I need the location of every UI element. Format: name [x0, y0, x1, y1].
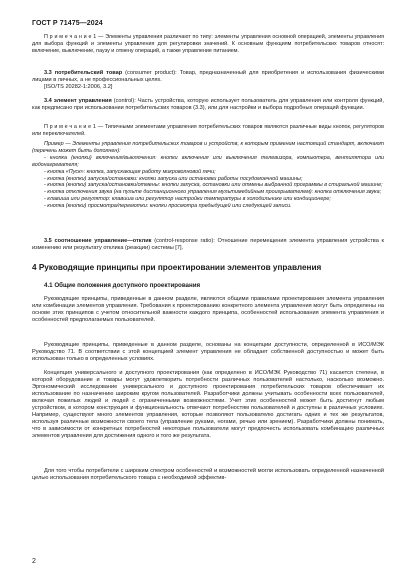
example-intro-text: — Элементы управления потребительских товаров и устройств, к которым применим настоящий стандарт, включают (перечень может быть дополнен):: [32, 141, 384, 154]
example-intro: [32, 141, 384, 155]
example-item: - кнопка (кнопки) запуска/остановки: кнопки запуска или остановки работы посудомоечной машины;: [44, 175, 303, 182]
note-1b-label: П р и м е ч а н и е 1: [44, 124, 96, 130]
example-item: - кнопка (кнопки) включения/выключения: кнопки включения или выключения телевизора, компьютера, вентилятора или водонагревателя;: [32, 154, 384, 168]
definition-3-4: [32, 98, 384, 112]
definition-3-3-term: 3.3 потребительский товар: [44, 70, 123, 76]
example-item: - клавиша или регулятор: клавиша или регулятор настройки температуры в холодильнике или кондиционере;: [44, 196, 331, 203]
definition-3-5-en: (control-response ratio):: [154, 238, 215, 244]
body-paragraph: Для того чтобы потребители с широким спектром особенностей и возможностей могли использовать определенной назначенной целью использования потребительского товара с необходимой эффектив-: [32, 468, 384, 481]
definition-3-5: [32, 238, 384, 252]
section-4-heading: 4 Руководящие принципы при проектировании элементов управления: [32, 263, 322, 272]
definition-3-4-en: (control):: [113, 98, 136, 104]
example-item: - кнопка (кнопки) запуска/остановки/отмены: кнопки запуска, остановки или отмены выбранной программы в стиральной машине;: [44, 182, 383, 189]
note-1-label: П р и м е ч а н и е 1: [44, 34, 97, 40]
definition-3-3: [32, 70, 384, 84]
definition-3-4-term: 3.4 элемент управления: [44, 98, 112, 104]
definition-3-5-term: 3.5 соотношение управление—отклик: [44, 238, 152, 244]
document-header: ГОСТ Р 71475—2024: [32, 20, 103, 27]
definition-3-4-text: Часть устройства, которую использует пользователь для управления или контроля функций, как предписано при использовании потребительских товаров (3.3), или для настройки и выбора подробных операций функции.: [32, 98, 384, 111]
section-4-1-heading: 4.1 Общие положения доступного проектирования: [44, 282, 201, 289]
definition-3-5-text: Отношение перемещения элемента управления устройства к изменению или результату отклика (реакции) системы [7].: [32, 238, 384, 251]
body-paragraph: Руководящие принципы, приведенные в данном разделе, являются общими правилами проектирования элемента управления или комбинации элементов управления. Требования к проектированию конкретного элемента управления могут быть определены на основе этих принципов с учетом относительной важности каждого принципа, особенностей использования элемента управления и особенностей предполагаемых пользователей.: [32, 296, 384, 323]
example-item: - кнопка «Пуск»: кнопка, запускающая работу микроволновой печи;: [44, 168, 216, 175]
definition-3-3-text: Товар, предназначенный для приобретения и использования физическими лицами в личных, а не профессиональных целях.: [32, 70, 384, 83]
example-item: - кнопка (кнопки) просмотра/перемотки: кнопки просмотра предыдущей или следующей записи.: [44, 203, 292, 210]
example-item: - кнопка отключения звука (на пульте дистанционного управления мультимедийным проигрывателем): кнопка отключения звука;: [44, 189, 382, 196]
body-paragraph: Руководящие принципы, приведенные в данном разделе, основаны на концепции доступности, определенной в ИСО/МЭК Руководство 71. В соответствии с этой концепцией элемент управления не обладает собственной доступностью и может быть использован только в определенных условиях.: [32, 342, 384, 362]
definition-3-3-ref: [ISO/TS 20282-1:2006, 3.2]: [44, 84, 113, 90]
note-1b-text: — Типичными элементами управления потребительских товаров являются различные виды кнопок, регуляторов или переключателей.: [32, 124, 385, 137]
example-lead: Пример: [44, 141, 64, 147]
note-1b-paragraph: [32, 124, 384, 138]
note-1-paragraph: [32, 34, 384, 55]
note-1-text: — Элементы управления различают по типу: элементы управления основной операцией, элементы управления для выбора функций и элементы управления для регулировки значений. К основным функциям потребительских товаров относят: включение, выключение, паузу и отмену операций, а также управление питанием.: [32, 34, 385, 54]
definition-3-3-en: (consumer product):: [125, 70, 177, 76]
example-block: [32, 141, 384, 210]
page-number: 2: [32, 558, 36, 565]
body-paragraph: Концепция универсального и доступного проектирования (как определено в ИСО/МЭК Руководство 71) касается степени, в которой оборудование и товары могут удовлетворить потребности различных пользователей настолько, насколько возможно. Эргономический исследование универсального и доступного проектирования потребительских товаров обеспечивает их использование по назначению широким кругом пользователей. Разработчики должны учитывать особенности всех пользователей, включая пожилых людей и людей с ограниченными возможностями. Учет этих особенностей может быть достигнут любым устройством, в котором конструкция и функциональность отвечают потребностям пользователей и доступны в различных условиях. Например, существуют много элементов управления, которые позволяют пользователю достигать одних и тех же результатов, используя различные возможности своего тела (управление руками, ногами, речью или зрением). Разработчики должны понимать, что в зависимости от конкретных потребностей некоторые пользователи могут предпочесть использовать комбинацию различных элементов управления для достижения одного и того же результата.: [32, 370, 384, 439]
